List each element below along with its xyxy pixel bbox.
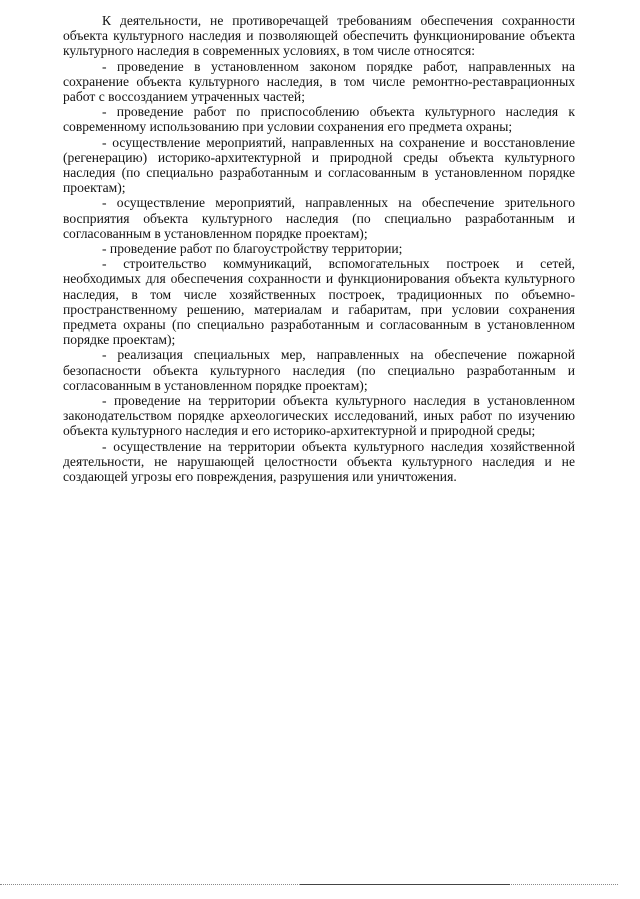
- document-body: [63, 13, 575, 484]
- list-item: - реализация специальных мер, направленных на обеспечение пожарной безопасности объекта культурного наследия (по специально разработанным и согласованным в установленном порядке проектам);: [63, 347, 575, 393]
- list-item: - осуществление на территории объекта культурного наследия хозяйственной деятельности, не нарушающей целостности объекта культурного наследия и не создающей угрозы его повреждения, разрушения или уничтожения.: [63, 438, 575, 485]
- scan-edge-line-dark: [300, 884, 510, 885]
- list-item: - строительство коммуникаций, вспомогательных построек и сетей, необходимых для обеспечения сохранности и функционирования объекта культурного наследия, в том числе хозяйственных построек, традиционных по объемно-пространственному решению, материалам и габаритам, при условии сохранения предмета охраны (по специально разработанным и согласованным в установленном порядке проектам);: [63, 256, 575, 348]
- intro-paragraph: К деятельности, не противоречащей требованиям обеспечения сохранности объекта культурного наследия и позволяющей обеспечить функционирование объекта культурного наследия в современных условиях, в том числе относятся:: [63, 13, 575, 59]
- list-item: - проведение на территории объекта культурного наследия в установленном законодательством порядке археологических исследований, иных работ по изучению объекта культурного наследия и его историко-архитектурной и природной среды;: [63, 393, 575, 439]
- list-item: - осуществление мероприятий, направленных на сохранение и восстановление (регенерацию) историко-архитектурной и природной среды объекта культурного наследия (по специально разработанным и согласованным в установленном порядке проектам);: [63, 134, 575, 196]
- list-item: - проведение в установленном законом порядке работ, направленных на сохранение объекта культурного наследия, в том числе ремонтно-реставрационных работ с воссозданием утраченных частей;: [63, 58, 575, 105]
- list-item: - проведение работ по благоустройству территории;: [102, 241, 403, 257]
- list-item: - осуществление мероприятий, направленных на обеспечение зрительного восприятия объекта культурного наследия (по специально разработанным и согласованным в установленном порядке проектам);: [63, 195, 575, 241]
- list-item: - проведение работ по приспособлению объекта культурного наследия к современному использованию при условии сохранения его предмета охраны;: [63, 104, 575, 135]
